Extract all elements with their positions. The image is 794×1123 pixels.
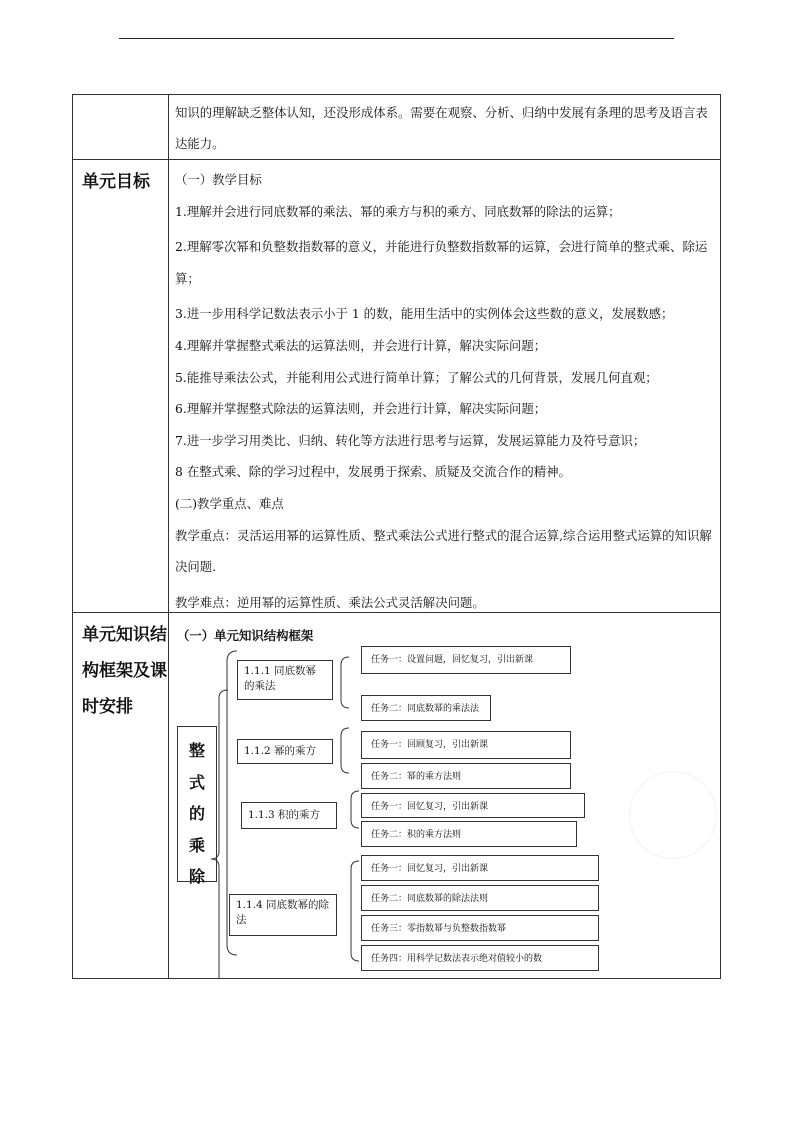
brace-3 xyxy=(351,791,359,828)
task-4-4: 任务四：用科学记数法表示绝对值较小的数 xyxy=(361,945,599,971)
framework-label-cell xyxy=(73,613,169,979)
root-char-5: 除 xyxy=(188,867,205,887)
task-1-2: 任务二：同底数幂的乘法法 xyxy=(361,695,491,721)
goals-content-cell xyxy=(169,160,721,613)
framework-content-cell xyxy=(169,613,721,979)
goal-item-3: 3.进一步用科学记数法表示小于 1 的数，能用生活中的实例体会这些数的意义，发展数感； xyxy=(175,306,674,322)
goals-section2-title: (二)教学重点、难点 xyxy=(175,495,284,511)
framework-label: 单元知识结构框架及课时安排 xyxy=(82,625,167,717)
goal-item-5: 5.能推导乘法公式，并能利用公式进行简单计算；了解公式的几何背景，发展几何直观； xyxy=(175,369,658,385)
intro-content-cell xyxy=(169,95,721,160)
root-char-3: 的 xyxy=(188,804,205,824)
goals-label: 单元目标 xyxy=(82,172,150,192)
knowledge-structure-diagram xyxy=(169,613,722,978)
root-char-1: 整 xyxy=(188,741,205,760)
task-4-3: 任务三：零指数幂与负整数指数幂 xyxy=(361,915,599,941)
root-char-4: 乘 xyxy=(188,835,205,855)
section-box-4: 1.1.4 同底数幂的除法 xyxy=(229,894,337,936)
intro-label xyxy=(73,95,168,99)
goal-item-6: 6.理解并掌握整式除法的运算法则，并会进行计算，解决实际问题； xyxy=(175,401,547,417)
intro-text: 知识的理解缺乏整体认知，还没形成体系。需要在观察、分析、归纳中发展有条理的思考及语言表达能力。 xyxy=(175,105,708,151)
difficult-point: 教学难点：逆用幂的运算性质、乘法公式灵活解决问题。 xyxy=(175,594,485,610)
section-box-2: 1.1.2 幂的乘方 xyxy=(237,739,333,764)
section-box-3: 1.1.3 积的乘方 xyxy=(241,802,337,829)
goals-section1-title: （一）教学目标 xyxy=(175,172,262,187)
intro-label-cell xyxy=(73,95,169,160)
framework-section-title: （一）单元知识结构框架 xyxy=(177,628,314,643)
task-1-1: 任务一：设置问题，回忆复习，引出新课 xyxy=(361,646,571,674)
key-point: 教学重点：灵活运用幂的运算性质、整式乘法公式进行整式的混合运算,综合运用整式运算的知识解决问题. xyxy=(175,527,712,575)
brace-4 xyxy=(351,861,359,961)
goal-item-8: 8 在整式乘、除的学习过程中，发展勇于探索、质疑及交流合作的精神。 xyxy=(175,464,571,480)
section-box-1: 1.1.1 同底数幂的乘法 xyxy=(237,660,333,700)
header-rule xyxy=(119,38,674,39)
goal-item-7: 7.进一步学习用类比、归纳、转化等方法进行思考与运算，发展运算能力及符号意识； xyxy=(175,432,646,448)
brace-1 xyxy=(341,657,349,708)
lesson-plan-table xyxy=(72,94,721,979)
root-char-2: 式 xyxy=(188,772,205,792)
goal-item-1: 1.理解并会进行同底数幂的乘法、幂的乘方与积的乘方、同底数幂的除法的运算； xyxy=(175,203,621,219)
goals-row xyxy=(73,160,721,613)
task-4-2: 任务二：同底数幂的除法法则 xyxy=(361,885,599,911)
goal-item-2: 2.理解零次幂和负整数指数幂的意义，并能进行负整数指数幂的运算，会进行简单的整式乘、除运算； xyxy=(175,239,708,286)
root-box xyxy=(177,726,217,887)
goals-label-cell xyxy=(73,160,169,613)
framework-row xyxy=(73,613,721,979)
intro-row xyxy=(73,95,721,160)
task-3-2: 任务二：积的乘方法则 xyxy=(361,821,577,847)
goal-item-4: 4.理解并掌握整式乘法的运算法则，并会进行计算，解决实际问题； xyxy=(175,337,547,353)
task-3-1: 任务一：回忆复习，引出新课 xyxy=(361,793,585,818)
task-2-1: 任务一：回顾复习，引出新课 xyxy=(361,731,571,759)
task-4-1: 任务一：回忆复习，引出新课 xyxy=(361,855,599,881)
brace-2 xyxy=(341,728,349,773)
task-2-2: 任务二：幂的乘方法则 xyxy=(361,763,571,789)
